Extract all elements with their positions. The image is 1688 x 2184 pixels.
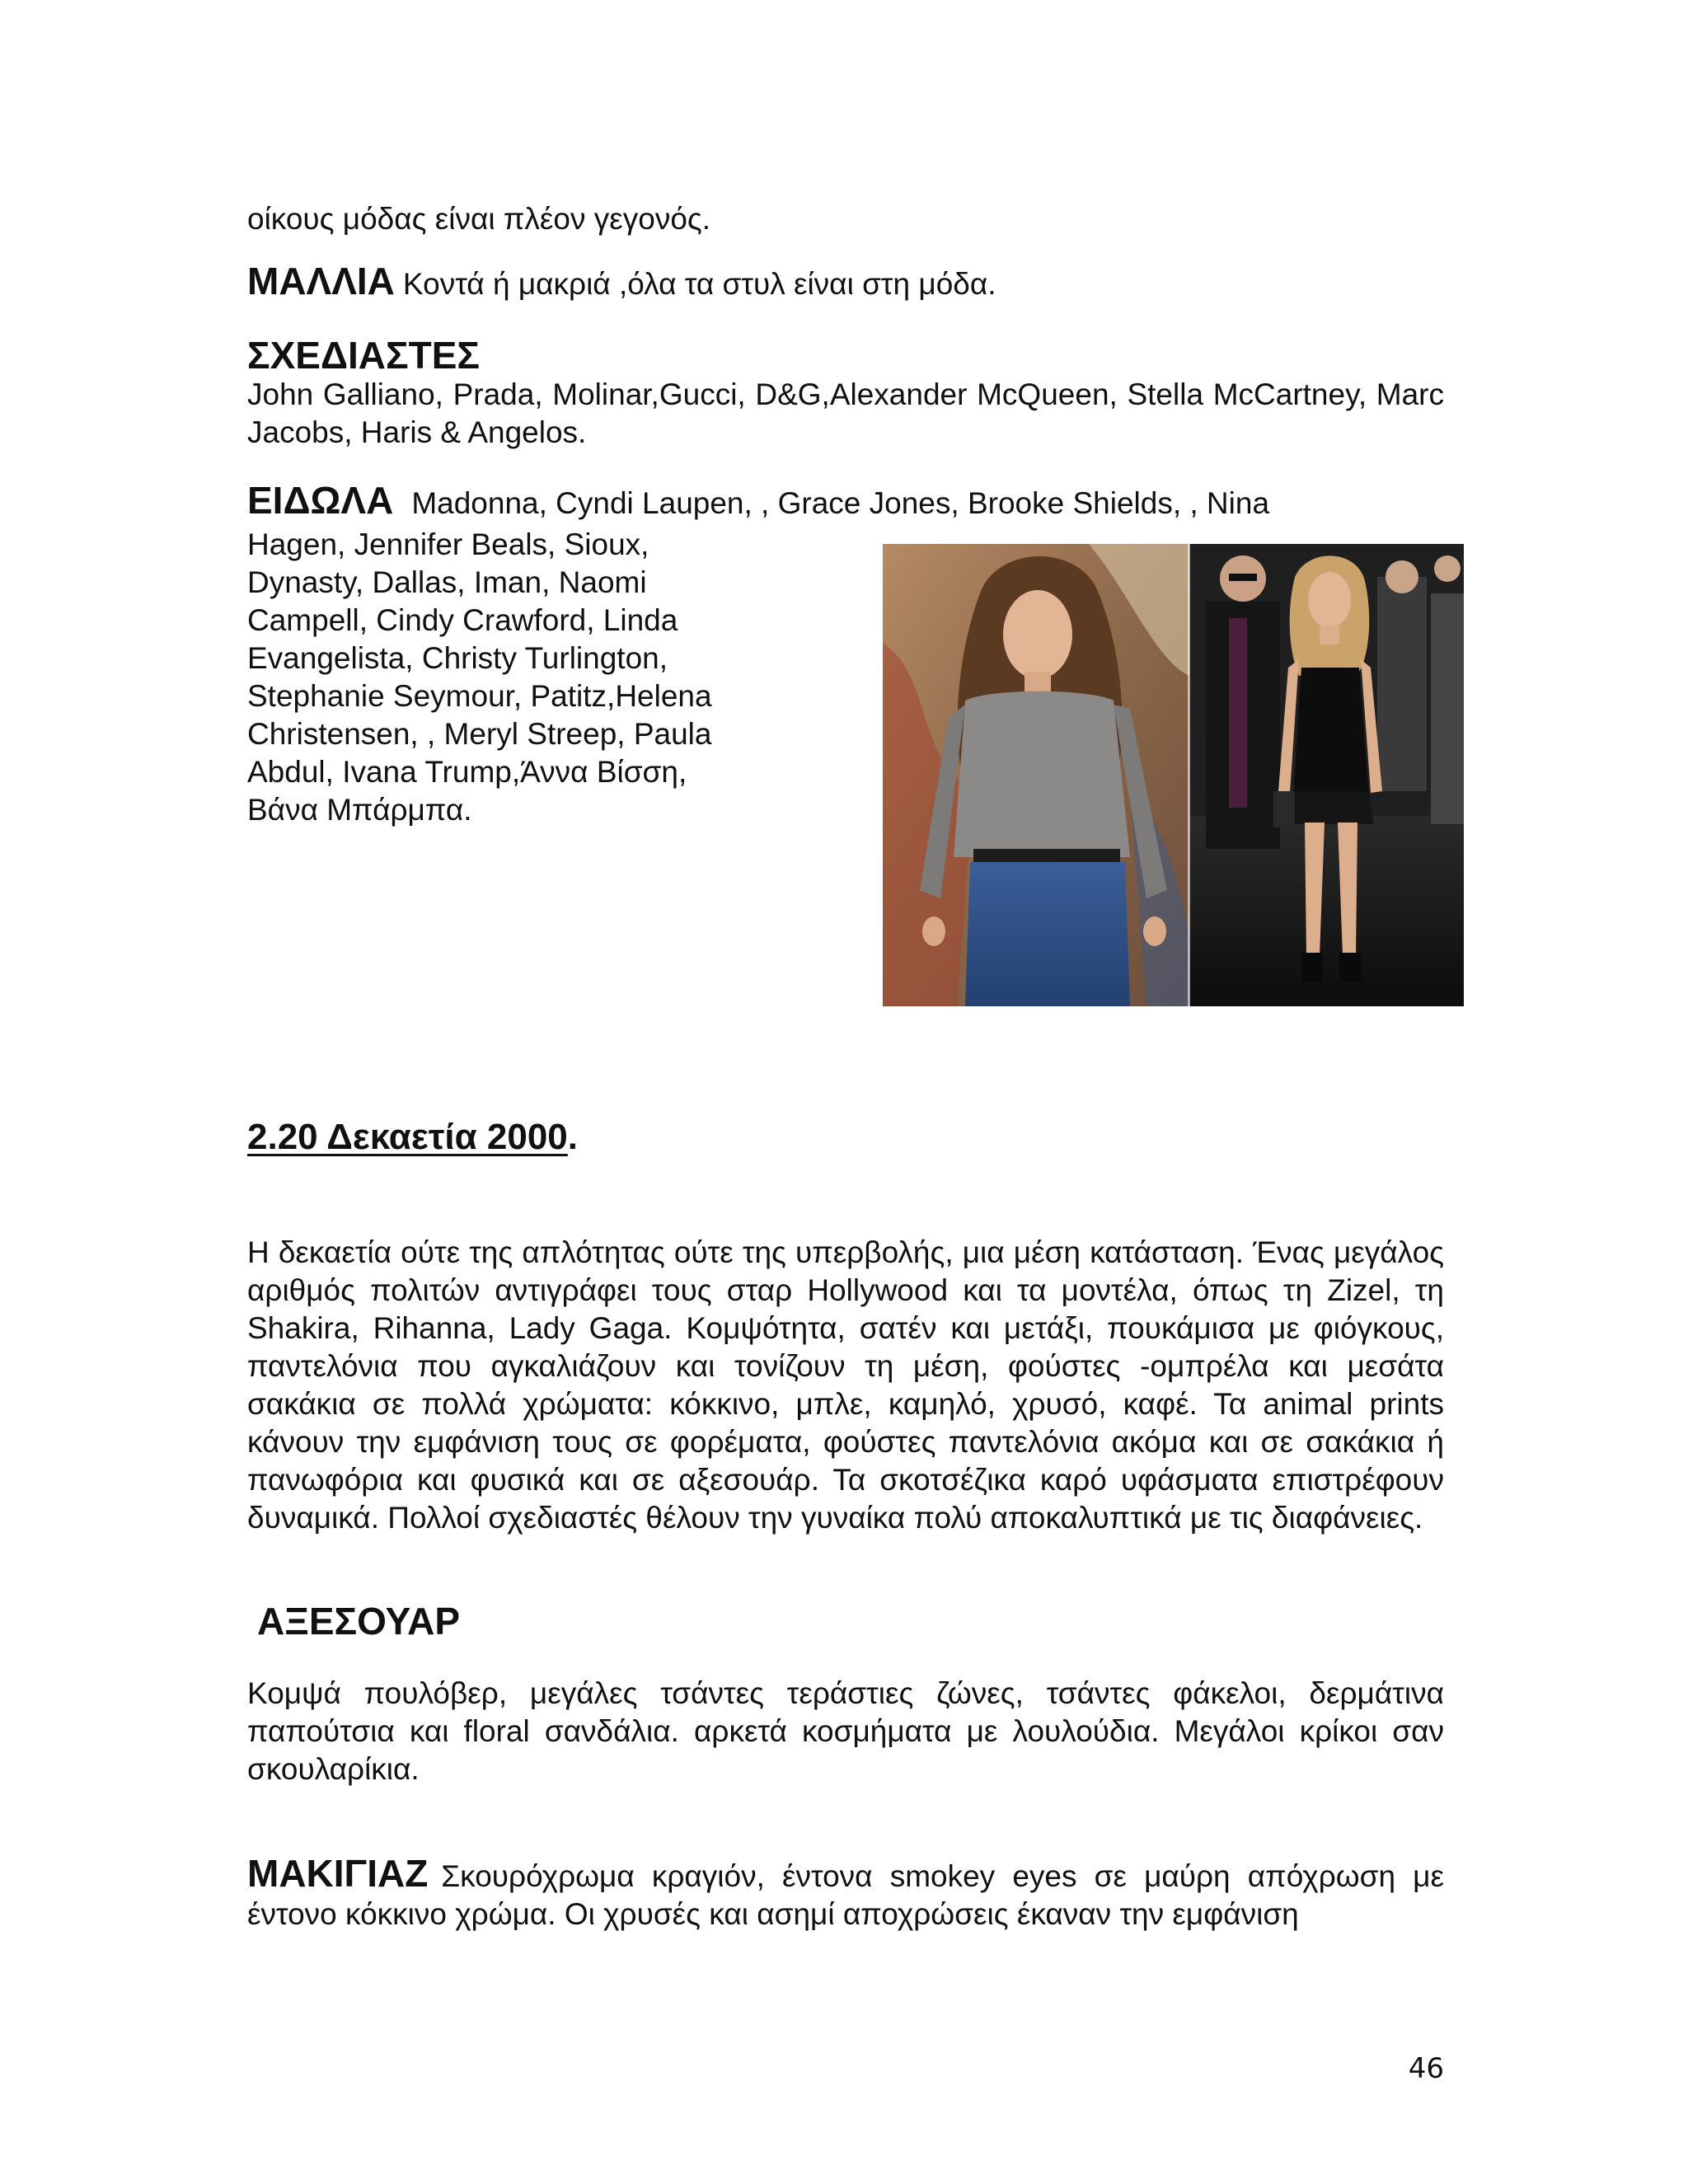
idols-line: Campell, Cindy Crawford, Linda [247,603,678,637]
idols-line: Christensen, , Meryl Streep, Paula [247,717,712,751]
idols-first-line [247,481,1444,523]
idols-line: Abdul, Ivana Trump,Άννα Βίσση, [247,755,687,789]
decade-paragraph: Η δεκαετία ούτε της απλότητας ούτε της υπερβολής, μια μέση κατάσταση. Ένας μεγάλος αριθμός πολιτών αντιγράφει τους σταρ Hollywood και τα μοντέλα, όπως τη Zizel, τη Shakira, Rihanna, Lady Gaga. Κομψότητα, σατέν και μετάξι, πουκάμισα με φιόγκους, παντελόνια που αγκαλιάζουν και τονίζουν τη μέση, φούστες -ομπρέλα και μεσάτα σακάκια σε πολλά χρώματα: κόκκινο, μπλε, καμηλό, χρυσό, καφέ. Τα animal prints κάνουν την εμφάνιση τους σε φορέματα, φούστες παντελόνια ακόμα και σε σακάκια ή πανωφόρια και φυσικά και σε αξεσουάρ. Τα σκοτσέζικα καρό υφάσματα επιστρέφουν δυναμικά. Πολλοί σχεδιαστές θέλουν την γυναίκα πολύ αποκαλυπτικά με τις διαφάνειες. [247,1235,1444,1535]
idols-line: Hagen, Jennifer Beals, Sioux, [247,527,649,561]
hair-text: Κοντά ή μακριά ,όλα τα στυλ είναι στη μόδα. [402,267,996,301]
idols-line: Βάνα Μπάρμπα. [247,793,472,827]
page-number: 46 [1408,2052,1444,2085]
idols-list [247,526,841,829]
section-title-text: 2.20 Δεκαετία 2000 [247,1117,568,1157]
makeup-paragraph [247,1854,1444,1933]
section-title-suffix: . [567,1117,578,1157]
hair-heading: ΜΑΛΛΙΑ [247,260,395,302]
makeup-text: Σκουρόχρωμα κραγιόν, έντονα smokey eyes σε μαύρη απόχρωση με έντονο κόκκινο χρώμα. Οι χρυσές και ασημί αποχρώσεις έκαναν την εμφάνιση [247,1859,1444,1931]
idols-heading: ΕΙΔΩΛΑ [247,479,394,522]
designers-text: John Galliano, Prada, Molinar,Gucci, D&G,Alexander McQueen, Stella McCartney, Marc Jacobs, Haris & Angelos. [247,377,1444,449]
idols-line: Evangelista, Christy Turlington, [247,641,668,675]
fashion-photo [883,544,1464,1006]
idols-line: Dynasty, Dallas, Iman, Naomi [247,565,647,599]
accessories-heading: ΑΞΕΣΟΥΑΡ [257,1600,461,1643]
fashion-photo-illustration [883,544,1464,1006]
idols-text-first: Madonna, Cyndi Laupen, , Grace Jones, Brooke Shields, , Nina [411,486,1270,520]
accessories-text: Κομψά πουλόβερ, μεγάλες τσάντες τεράστιες ζώνες, τσάντες φάκελοι, δερμάτινα παπούτσια και floral σανδάλια. αρκετά κοσμήματα με λουλούδια. Μεγάλοι κρίκοι σαν σκουλαρίκια. [247,1676,1444,1786]
designers-heading: ΣΧΕΔΙΑΣΤΕΣ [247,334,481,377]
section-title [247,1117,578,1158]
makeup-heading: ΜΑΚΙΓΙΑΖ [247,1852,429,1895]
top-line: οίκους μόδας είναι πλέον γεγονός. [247,202,711,236]
hair-paragraph [247,262,1444,303]
idols-line: Stephanie Seymour, Patitz,Helena [247,679,712,713]
